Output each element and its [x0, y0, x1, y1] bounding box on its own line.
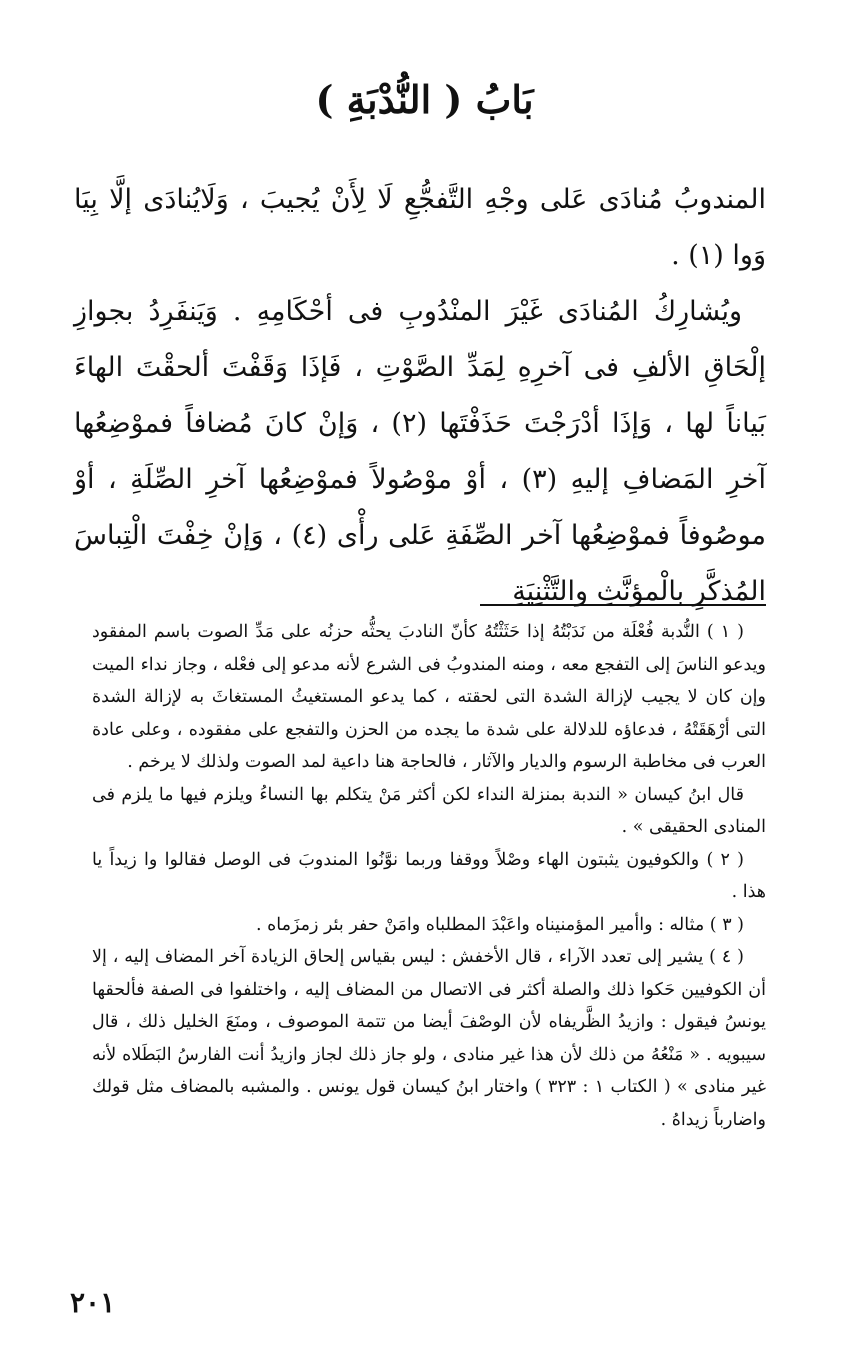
footnote: قال ابنُ كيسان « الندبة بمنزلة النداء لكن أكثر مَنْ يتكلم بها النساءُ ويلزم فيها ما يلزم فى المنادى الحقيقى » . [92, 784, 766, 837]
chapter-title: بَابُ ( النُّدْبَةِ ) [315, 77, 534, 122]
footnotes [92, 616, 766, 1136]
main-paragraph: المندوبُ مُنادَى عَلى وجْهِ التَّفجُّعِ لَا لِأَنْ يُجيبَ ، وَلَايُنادَى إلَّا بِيَا وَوا (١) . [74, 184, 766, 271]
footnote: ( ٣ ) مثاله : واأمير المؤمنيناه واعَبْدَ المطلباه وامَنْ حفر بئر زمزَماه . [255, 914, 744, 935]
footnote: ( ٤ ) يشير إلى تعدد الآراء ، قال الأخفش : ليس بقياس إلحاق الزيادة آخر المضاف إليه ، إلا أن الكوفيين حَكوا ذلك والصلة أكثر فى الاتصال من المضاف إليه ، واختلفوا فى الصفة فألحقها يونسُ فيقول : وازيدُ الظَّريفاه لأن الوصْفَ أيضا من تتمة الموصوف ، ومنَعَ الخليل ذلك ، قال سيبويه . « مَنْعُهُ من ذلك لأن هذا غير منادى ، ولو جاز ذلك لجاز وازيدُ أنت الفارسُ البَطَلاه لأنه غير منادى » ( الكتاب ١ : ٣٢٣ ) واختار ابنُ كيسان قول يونس . والمشبه بالمضاف مثل قولك واضارباً زيداهُ . [92, 947, 767, 1130]
main-paragraph: ويُشارِكُ المُنادَى غَيْرَ المنْدُوبِ فى أحْكَامِهِ . وَيَنفَرِدُ بجوازِ إلْحَاقِ الألفِ فى آخرِهِ لِمَدِّ الصَّوْتِ ، فَإذَا وَقَفْتَ ألحقْتَ الهاءَ بَياناً لها ، وَإذَا أدْرَجْتَ حَذَفْتَها (٢) ، وَإنْ كانَ مُضافاً فموْضِعُها آخرِ المَضافِ إليهِ (٣) ، أوْ موْصُولاً فموْضِعُها آخرِ الصِّلَةِ ، أوْ موصُوفاً فموْضِعُها آخر الصِّفَةِ عَلى رأْى (٤) ، وَإنْ خِفْتَ الْتِباسَ المُذكَّرِ بالْمؤنَّثِ والتَّثْنِيَةِ [74, 296, 766, 607]
page-number: ٢٠١ [70, 1286, 116, 1319]
footnote: ( ٢ ) والكوفيون يثبتون الهاء وصْلاً ووقفا وربما نوَّنُوا المندوبَ فى الوصل فقالوا وا زيداً يا هذا . [92, 849, 766, 902]
main-text [74, 172, 766, 620]
footnote-divider [480, 604, 766, 606]
footnote: ( ١ ) النُّدبة فُعْلَة من نَدَبْتُهُ إذا حَثَثْتُهُ كأنّ النادبَ يحثُّه حزنُه على مَدِّ الصوت باسم المفقود ويدعو الناسَ إلى التفجع معه ، ومنه المندوبُ فى الشرع لأنه مدعو إلى فعْله ، وجاز نداء الميت وإن كان لا يجيب لإزالة الشدة التى لحقته ، كما يدعو المستغيثُ المستغاثَ به لإزالة الشدة التى أرْهَقَتْهُ ، فدعاؤه للدلالة على شدة ما يجده من الحزن والتفجع على مفقوده ، وعلى عادة العرب فى مخاطبة الرسوم والديار والآثار ، فالحاجة هنا داعية لمد الصوت ولذلك لا يرخم . [92, 622, 766, 772]
